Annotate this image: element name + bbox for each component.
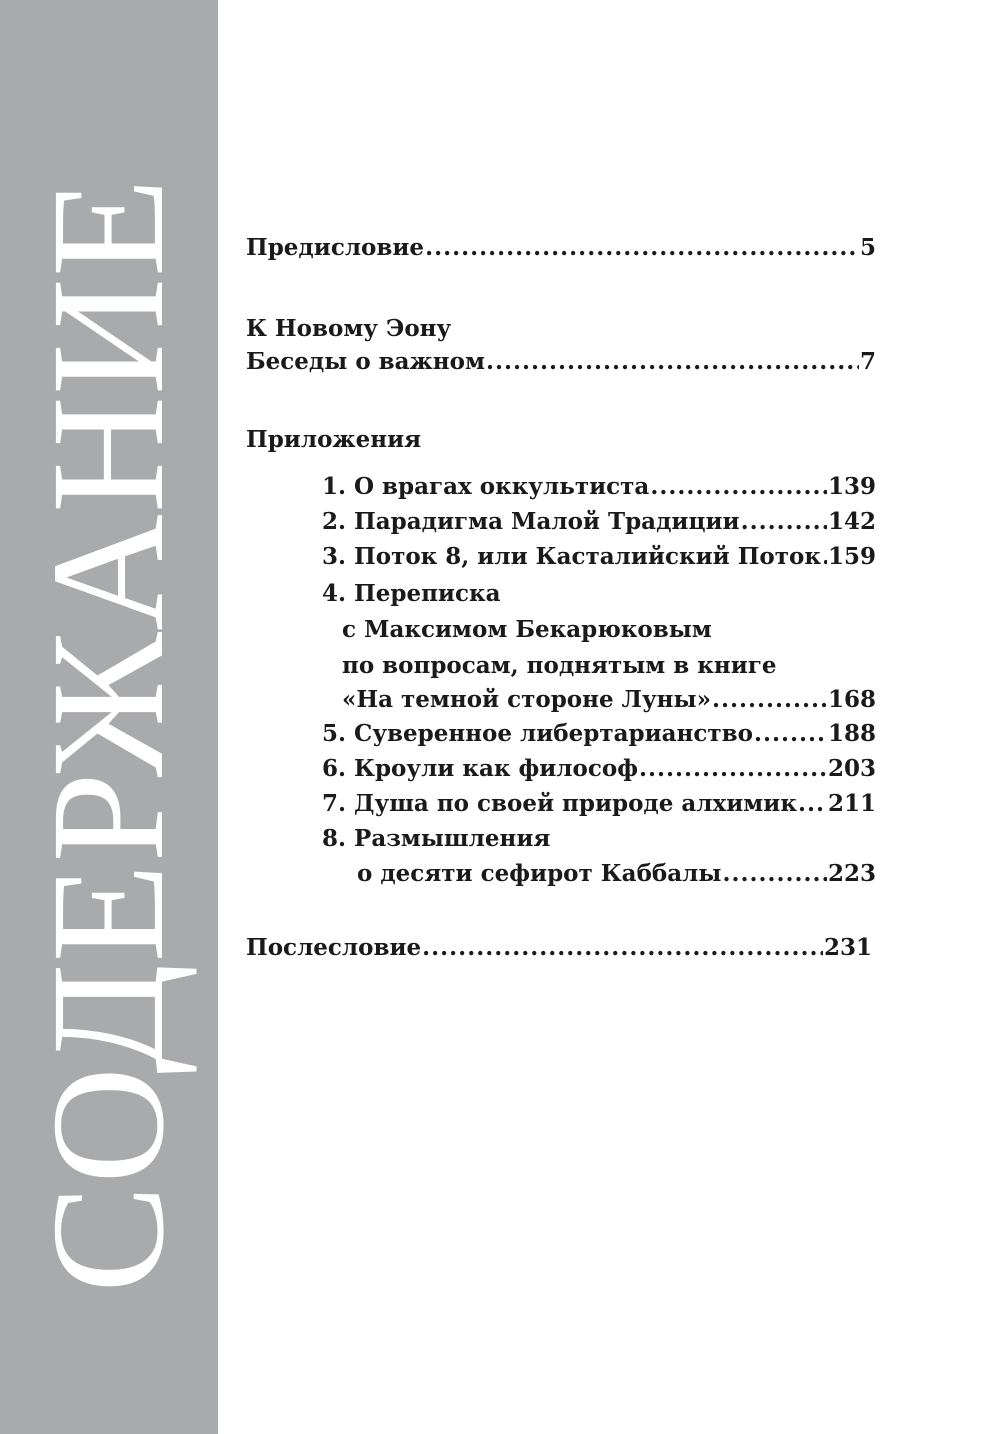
section-heading-new-aeon: К Новому Эону (246, 315, 452, 342)
toc-entry-page: 7 (859, 348, 876, 375)
toc-entry-title: Послесловие (246, 934, 422, 961)
toc-entry-title: 5. Суверенное либертарианство (322, 720, 753, 747)
toc-entry-appendix-8-line-1: 8. Размышления (322, 825, 551, 852)
dot-leader (798, 792, 827, 815)
toc-entry-title: Предисловие (246, 234, 425, 261)
toc-entry-page: 142 (827, 508, 876, 535)
toc-entry-talks[interactable] (246, 350, 876, 373)
toc-entry-title: 6. Кроули как философ (322, 755, 638, 782)
toc-entry-title: «На темной стороне Луны» (342, 686, 711, 713)
toc-entry-appendix-7[interactable] (322, 792, 876, 815)
toc-entry-title: 2. Парадигма Малой Традиции (322, 508, 740, 535)
toc-entry-appendix-8[interactable] (357, 862, 876, 885)
toc-entry-page: 188 (827, 720, 876, 747)
section-heading-appendices: Приложения (246, 426, 422, 453)
toc-entry-appendix-6[interactable] (322, 757, 876, 780)
toc-entry-title: Беседы о важном (246, 348, 485, 375)
toc-entry-afterword[interactable] (246, 936, 872, 959)
toc-entry-page: 168 (827, 686, 876, 713)
toc-entry-appendix-3[interactable] (322, 545, 876, 568)
toc-entry-appendix-2[interactable] (322, 510, 876, 533)
side-title: СОДЕРЖАНИЕ (19, 177, 198, 1293)
dot-leader (650, 475, 827, 498)
toc-entry-appendix-1[interactable] (322, 475, 876, 498)
dot-leader (754, 722, 827, 745)
toc-entry-appendix-5[interactable] (322, 722, 876, 745)
dot-leader (639, 757, 827, 780)
toc-entry-page: 211 (827, 790, 876, 817)
toc-entry-title: 3. Поток 8, или Касталийский Поток (322, 543, 821, 570)
toc-entry-page: 203 (827, 755, 876, 782)
dot-leader (422, 936, 823, 959)
toc-entry-page: 159 (827, 543, 876, 570)
toc-entry-appendix-4[interactable] (342, 688, 876, 711)
dot-leader (486, 350, 859, 373)
toc-entry-appendix-4-line-1: 4. Переписка (322, 580, 501, 607)
toc-entry-appendix-4-line-3: по вопросам, поднятым в книге (342, 652, 777, 679)
toc-entry-title: о десяти сефирот Каббалы (357, 860, 722, 887)
toc-entry-title: 7. Душа по своей природе алхимик (322, 790, 797, 817)
dot-leader (712, 688, 827, 711)
toc-entry-appendix-4-line-2: с Максимом Бекарюковым (342, 616, 712, 643)
side-band (0, 0, 218, 1434)
dot-leader (722, 862, 827, 885)
dot-leader (425, 236, 859, 259)
toc-entry-page: 223 (827, 860, 876, 887)
table-of-contents (246, 0, 876, 1434)
dot-leader (822, 545, 827, 568)
toc-entry-title: 1. О врагах оккультиста (322, 473, 650, 500)
toc-entry-page: 5 (859, 234, 876, 261)
toc-entry-page: 231 (823, 934, 872, 961)
toc-entry-preface[interactable] (246, 236, 876, 259)
toc-entry-page: 139 (827, 473, 876, 500)
dot-leader (741, 510, 827, 533)
